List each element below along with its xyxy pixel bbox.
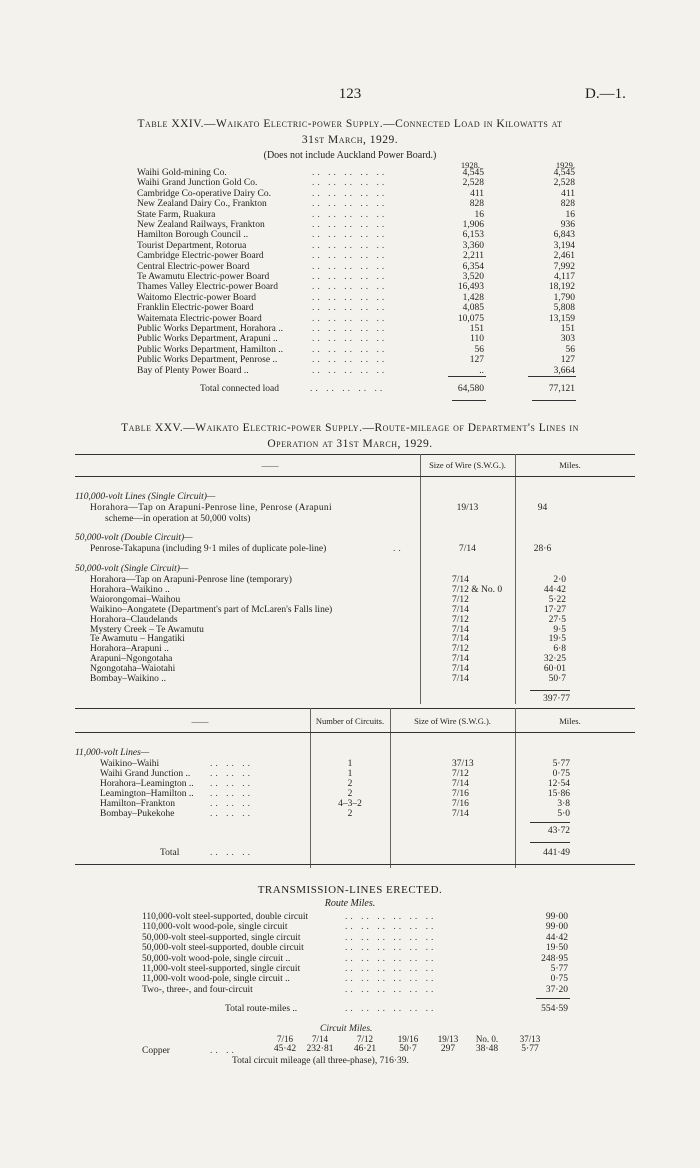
- subtotal-11kv: 43·72: [547, 826, 570, 836]
- circuit-miles-value: 46·21: [353, 1044, 377, 1054]
- line-11kv-circuits: 2: [347, 788, 353, 799]
- load-row-name: Cambridge Co-operative Dairy Co.: [137, 188, 272, 199]
- double-rule-1929: [532, 400, 576, 401]
- circuit-wire-size: 7/14: [311, 1034, 328, 1044]
- leader-dots: .. .. .. .. .. ..: [345, 943, 437, 954]
- line-11kv-wire: 7/12: [452, 768, 469, 779]
- line-route-wire: 7/14: [452, 604, 469, 615]
- line-route-name: Te Awamutu – Hangatiki: [90, 634, 185, 645]
- load-1928-value: ..: [479, 365, 484, 376]
- transmission-line-type: 50,000-volt steel-supported, single circuit: [142, 932, 301, 943]
- leader-dots: .. .. .. .. .. ..: [345, 922, 437, 933]
- circuit-miles-value: 5·77: [521, 1044, 539, 1054]
- transmission-line-type: 11,000-volt steel-supported, single circuit: [142, 964, 301, 974]
- line-11kv-miles: 5·0: [557, 808, 570, 819]
- load-1928-value: 1,428: [462, 292, 484, 303]
- section-50kv-single-heading: 50,000-volt (Single Circuit)—: [75, 564, 189, 574]
- total-rule-miles: [530, 842, 570, 843]
- line-11kv-name: Bombay–Pukekohe: [100, 808, 175, 819]
- line-route-name: Waiorongomai–Waihou: [90, 594, 181, 605]
- line-11kv-wire: 37/13: [452, 759, 474, 769]
- load-1928-value: 16: [474, 209, 484, 220]
- line-route-miles: 50·7: [548, 674, 566, 684]
- load-1928-value: 16,493: [457, 282, 484, 293]
- line-route-name: Horahora–Claudelands: [90, 614, 178, 625]
- leader-dots: .. .. .. .. ..: [312, 199, 388, 210]
- transmission-route-miles: 5·77: [550, 964, 568, 974]
- load-1929-value: 3,664: [553, 365, 575, 376]
- total-rule-1929: [528, 376, 576, 377]
- load-1928-value: 411: [470, 188, 484, 199]
- col-1928-header: 1928.: [460, 160, 480, 170]
- section-110kv-heading: 110,000-volt Lines (Single Circuit)—: [75, 492, 216, 502]
- circuit-wire-size: 19/16: [397, 1034, 419, 1044]
- page-number: 123: [338, 86, 362, 102]
- table-xxiv: [0, 160, 700, 400]
- line-11kv-wire: 7/14: [452, 778, 469, 789]
- table-xxv-title: [40, 420, 660, 452]
- load-1929-value: 4,545: [553, 168, 575, 178]
- line-route-miles: 60·01: [543, 664, 566, 675]
- line-route-miles: 19·5: [548, 634, 566, 645]
- leader-dots: .. .. .. .. ..: [312, 251, 388, 262]
- circuit-miles-title: Circuit Miles.: [320, 1024, 373, 1034]
- leader-dots: .. .. .. .. ..: [312, 334, 388, 345]
- line-route-miles: 6·8: [553, 644, 566, 655]
- double-rule-1928: [452, 400, 486, 401]
- load-1928-value: 56: [474, 344, 484, 355]
- load-1929-value: 127: [560, 355, 575, 366]
- load-row-name: State Farm, Ruakura: [137, 209, 216, 220]
- copper-label: Copper: [142, 1046, 170, 1056]
- line-11kv-name: Waikino–Waihi: [100, 759, 160, 769]
- line-route-miles: 2·0: [553, 575, 566, 585]
- header2-wire-size: Size of Wire (S.W.G.).: [414, 716, 491, 726]
- leader-dots: .. .. ..: [210, 768, 253, 779]
- circuit-miles-value: 50·7: [399, 1044, 417, 1054]
- leader-dots: .. ..: [210, 1046, 237, 1056]
- table-xxv-title-line1: Table XXV.—Waikato Electric-power Supply.—Route-mileage of Department's Lines in: [121, 422, 579, 434]
- load-1929-value: 2,528: [553, 178, 575, 189]
- transmission-route-miles: 19·50: [545, 943, 568, 954]
- leader-dots: .. .. ..: [210, 848, 253, 858]
- transmission-table: [0, 908, 700, 1158]
- load-row-name: Franklin Electric-power Board: [137, 303, 254, 314]
- route-total-rule: [536, 998, 570, 999]
- line-route-name: Horahora–Arapuni ..: [90, 644, 169, 655]
- leader-dots: .. .. ..: [210, 778, 253, 789]
- leader-dots: .. .. .. .. ..: [312, 168, 388, 178]
- leader-dots: .. .. .. .. ..: [312, 272, 388, 282]
- load-1929-value: 13,159: [548, 313, 575, 324]
- leader-dots: .. .. .. .. ..: [312, 313, 388, 324]
- line-11kv-circuits: 1: [347, 768, 353, 779]
- load-row-name: Waitomo Electric-power Board: [137, 292, 256, 303]
- transmission-route-miles: 99·00: [545, 922, 568, 933]
- total-label: Total connected load: [200, 384, 279, 394]
- line-11kv-miles: 15·86: [547, 788, 570, 799]
- load-row-name: New Zealand Dairy Co., Frankton: [137, 199, 267, 210]
- line-route-miles: 32·25: [543, 654, 566, 665]
- document-reference: D.—1.: [585, 86, 626, 102]
- circuit-wire-size: No. 0.: [475, 1034, 499, 1044]
- line-route-wire: 7/14: [452, 624, 469, 635]
- leader-dots: .. .. .. .. ..: [312, 220, 388, 230]
- total-rule-1928: [448, 376, 486, 377]
- load-1929-value: 5,808: [553, 303, 575, 314]
- table-xxiv-note: (Does not include Auckland Power Board.): [263, 150, 437, 161]
- line-route-wire: 7/14: [452, 654, 469, 665]
- header-miles: Miles.: [559, 460, 581, 470]
- route-total-value: 554·59: [541, 1004, 568, 1014]
- section-110kv-wire: 19/13: [456, 503, 479, 513]
- line-route-wire: 7/12: [452, 614, 469, 625]
- line-11kv-circuits: 1: [347, 759, 353, 769]
- line-route-miles: 17·27: [543, 604, 566, 615]
- circuit-wire-size: 7/16: [276, 1034, 293, 1044]
- total-circuit-mileage: Total circuit mileage (all three-phase), 716·39.: [232, 1056, 409, 1066]
- load-row-name: Waitemata Electric-power Board: [137, 313, 262, 324]
- transmission-line-type: Two-, three-, and four-circuit: [142, 984, 253, 995]
- line-11kv-name: Horahora–Leamington ..: [100, 778, 194, 789]
- section-110kv-miles: 94: [537, 503, 548, 513]
- load-1929-value: 56: [565, 344, 575, 355]
- section-110kv-line1: Horahora—Tap on Arapuni-Penrose line, Penrose (Arapuni: [90, 503, 332, 513]
- load-1928-value: 4,085: [462, 303, 484, 314]
- line-11kv-name: Waihi Grand Junction ..: [100, 768, 191, 779]
- route-total-label: Total route-miles ..: [225, 1004, 298, 1014]
- transmission-line-type: 110,000-volt wood-pole, single circuit: [142, 922, 288, 933]
- line-route-name: Arapuni–Ngongotaha: [90, 654, 173, 665]
- line-11kv-miles: 12·54: [547, 778, 570, 789]
- circuit-miles-value: 297: [440, 1044, 456, 1054]
- transmission-route-miles: 44·42: [545, 932, 568, 943]
- leader-dots: .. .. .. .. .. ..: [345, 932, 437, 943]
- divider-miles-1: [515, 454, 516, 704]
- transmission-line-type: 11,000-volt wood-pole, single circuit ..: [142, 974, 290, 985]
- load-1929-value: 411: [561, 188, 575, 199]
- load-1929-value: 2,461: [553, 251, 575, 262]
- subtotal-rule-50kv: [530, 690, 570, 691]
- line-11kv-circuits: 2: [347, 808, 353, 819]
- load-1929-value: 151: [560, 324, 575, 334]
- line-route-name: Waikino–Aongatete (Department's part of McLaren's Falls line): [90, 604, 333, 615]
- load-row-name: Central Electric-power Board: [137, 261, 250, 272]
- line-route-name: Horahora—Tap on Arapuni-Penrose line (temporary): [90, 575, 292, 585]
- leader-dots: .. .. .. .. ..: [312, 230, 388, 241]
- load-1929-value: 303: [560, 334, 575, 345]
- line-route-name: Bombay–Waikino ..: [90, 674, 167, 684]
- subtotal-rule-11kv: [530, 822, 570, 823]
- load-row-name: Public Works Department, Horahora ..: [137, 324, 284, 334]
- table-bottom-rule: [75, 864, 635, 865]
- load-row-name: New Zealand Railways, Frankton: [137, 220, 265, 230]
- line-11kv-miles: 3·8: [557, 798, 570, 809]
- route-miles-subtitle: Route Miles.: [324, 898, 376, 909]
- transmission-line-type: 50,000-volt wood-pole, single circuit ..: [142, 953, 291, 964]
- line-11kv-wire: 7/14: [452, 808, 469, 819]
- transmission-line-type: 110,000-volt steel-supported, double circuit: [142, 912, 309, 922]
- line-route-wire: 7/12: [452, 594, 469, 605]
- load-1928-value: 4,545: [462, 168, 484, 178]
- leader-dots: .. .. .. .. ..: [312, 303, 388, 314]
- divider-wire-1: [420, 454, 421, 704]
- table-xxv-title-line2: Operation at 31st March, 1929.: [267, 438, 433, 450]
- leader-dots: .. .. .. .. ..: [312, 261, 388, 272]
- leader-dots: .. .. ..: [210, 759, 253, 769]
- leader-dots: .. .. .. .. .. ..: [345, 912, 437, 922]
- load-1928-value: 6,153: [462, 230, 484, 241]
- circuit-miles-value: 232·81: [306, 1044, 334, 1054]
- line-route-name: Ngongotaha–Waiotahi: [90, 664, 176, 675]
- load-1929-value: 936: [560, 220, 575, 230]
- leader-dots: .. .. .. .. .. ..: [345, 953, 437, 964]
- line-route-wire: 7/12 & No. 0: [452, 584, 503, 595]
- load-row-name: Public Works Department, Penrose ..: [137, 355, 278, 366]
- load-row-name: Bay of Plenty Power Board ..: [137, 365, 249, 376]
- leader-dots: .. .. .. .. ..: [312, 365, 388, 376]
- transmission-route-miles: 37·20: [545, 984, 568, 995]
- table-xxiv-title: [70, 116, 630, 148]
- table-xxv: [0, 450, 700, 870]
- load-1928-value: 828: [469, 199, 484, 210]
- load-1928-value: 3,520: [462, 272, 484, 282]
- load-1928-value: 2,528: [462, 178, 484, 189]
- leader-dots: .. .. .. .. ..: [312, 344, 388, 355]
- load-1929-value: 16: [565, 209, 575, 220]
- load-row-name: Tourist Department, Rotorua: [137, 240, 247, 251]
- line-11kv-wire: 7/16: [452, 788, 469, 799]
- line-route-name: Horahora–Waikino ..: [90, 584, 170, 595]
- leader-dots: .. .. .. .. ..: [310, 384, 386, 394]
- leader-dots: .. .. .. .. ..: [312, 209, 388, 220]
- col-1929-header: 1929.: [555, 160, 575, 170]
- load-1929-value: 1,790: [553, 292, 575, 303]
- line-route-miles: 27·5: [548, 614, 566, 625]
- line-route-name: Mystery Creek – Te Awamutu: [90, 624, 204, 635]
- leader-dots: .. .. .. .. ..: [312, 240, 388, 251]
- grand-total-value: 441·49: [543, 848, 570, 858]
- load-1929-value: 7,992: [553, 261, 575, 272]
- leader-dots: .. .. .. .. ..: [312, 188, 388, 199]
- transmission-route-miles: 248·95: [541, 953, 568, 964]
- load-1928-value: 151: [469, 324, 484, 334]
- load-1929-value: 828: [560, 199, 575, 210]
- leader-dots: .. .. .. .. .. ..: [345, 1004, 437, 1014]
- table-xxiv-title-line1: Table XXIV.—Waikato Electric-power Supply.—Connected Load in Kilowatts at: [137, 118, 563, 130]
- subtotal-50kv: 397·77: [543, 694, 570, 704]
- leader-dots: .. .. ..: [210, 788, 253, 799]
- transmission-route-miles: 99·00: [545, 912, 568, 922]
- load-row-name: Public Works Department, Arapuni ..: [137, 334, 278, 345]
- load-row-name: Te Awamutu Electric-power Board: [137, 272, 270, 282]
- leader-dots: .. .. .. .. ..: [312, 178, 388, 189]
- leader-dots: .. .. .. .. ..: [312, 282, 388, 293]
- circuit-wire-size: 19/13: [437, 1034, 459, 1044]
- circuit-miles-value: 38·48: [475, 1044, 499, 1054]
- circuit-miles-value: 45·42: [273, 1044, 297, 1054]
- line-route-wire: 7/14: [452, 575, 469, 585]
- second-header-rule-top: [75, 708, 635, 709]
- line-11kv-miles: 5·77: [552, 759, 570, 769]
- second-header-rule-bottom: [75, 732, 635, 733]
- load-1929-value: 6,843: [553, 230, 575, 241]
- load-1928-value: 6,354: [462, 261, 484, 272]
- load-row-name: Waihi Grand Junction Gold Co.: [137, 178, 258, 189]
- line-11kv-circuits: 4–3–2: [338, 798, 362, 809]
- load-1928-value: 2,211: [462, 251, 484, 262]
- leader-dots: .. .. .. .. .. ..: [345, 964, 437, 974]
- header-dash: ——: [261, 460, 279, 470]
- line-route-wire: 7/14: [452, 664, 469, 675]
- line-route-wire: 7/14: [452, 674, 469, 684]
- line-route-miles: 5·22: [548, 594, 566, 605]
- load-1929-value: 3,194: [553, 240, 575, 251]
- table-top-rule: [75, 454, 635, 455]
- load-row-name: Public Works Department, Hamilton ..: [137, 344, 284, 355]
- load-row-name: Thames Valley Electric-power Board: [137, 282, 278, 293]
- line-11kv-miles: 0·75: [552, 768, 570, 779]
- load-1928-value: 10,075: [457, 313, 484, 324]
- load-1929-value: 4,117: [553, 272, 575, 282]
- total-1928: 64,580: [457, 384, 484, 394]
- transmission-title: TRANSMISSION-LINES ERECTED.: [257, 884, 443, 896]
- transmission-route-miles: 0·75: [550, 974, 568, 985]
- leader-dots: ..: [393, 544, 404, 554]
- load-1928-value: 1,906: [462, 220, 484, 230]
- line-11kv-circuits: 2: [347, 778, 353, 789]
- line-route-wire: 7/14: [452, 634, 469, 645]
- transmission-line-type: 50,000-volt steel-supported, double circuit: [142, 943, 304, 954]
- leader-dots: .. .. ..: [210, 798, 253, 809]
- section-11kv-heading: 11,000-volt Lines—: [75, 748, 150, 758]
- header2-dash: ——: [191, 716, 209, 726]
- load-1928-value: 3,360: [462, 240, 484, 251]
- header-rule: [75, 476, 635, 477]
- line-route-wire: 7/12: [452, 644, 469, 655]
- circuit-wire-size: 7/12: [356, 1034, 373, 1044]
- header2-circuits: Number of Circuits.: [315, 716, 385, 726]
- leader-dots: .. .. .. .. ..: [312, 324, 388, 334]
- load-1928-value: 127: [469, 355, 484, 366]
- table-xxiv-title-line2: 31st March, 1929.: [301, 134, 399, 146]
- load-row-name: Hamilton Borough Council ..: [137, 230, 249, 241]
- section-50kv-double-line: Penrose-Takapuna (including 9·1 miles of duplicate pole-line): [90, 544, 327, 554]
- leader-dots: .. .. ..: [210, 808, 253, 819]
- line-route-miles: 9·5: [553, 624, 566, 635]
- grand-total-label: Total: [160, 848, 180, 858]
- load-1929-value: 18,192: [548, 282, 575, 293]
- leader-dots: .. .. .. .. ..: [312, 355, 388, 366]
- circuit-wire-size: 37/13: [519, 1034, 541, 1044]
- line-11kv-wire: 7/16: [452, 798, 469, 809]
- total-1929: 77,121: [548, 384, 575, 394]
- load-row-name: Waihi Gold-mining Co.: [137, 168, 227, 178]
- load-1928-value: 110: [470, 334, 484, 345]
- leader-dots: .. .. .. .. .. ..: [345, 974, 437, 985]
- line-11kv-name: Hamilton–Frankton: [100, 798, 175, 809]
- load-row-name: Cambridge Electric-power Board: [137, 251, 264, 262]
- section-50kv-double-wire: 7/14: [459, 544, 476, 554]
- line-11kv-name: Leamington–Hamilton ..: [100, 788, 194, 799]
- section-50kv-double-miles: 28·6: [533, 544, 552, 554]
- leader-dots: .. .. .. .. ..: [312, 292, 388, 303]
- header2-miles: Miles.: [559, 716, 581, 726]
- header-wire-size: Size of Wire (S.W.G.).: [429, 460, 506, 470]
- section-50kv-double-heading: 50,000-volt (Double Circuit)—: [75, 533, 193, 543]
- section-110kv-line2: scheme—in operation at 50,000 volts): [105, 514, 251, 524]
- leader-dots: .. .. .. .. .. ..: [345, 984, 437, 995]
- line-route-miles: 44·42: [543, 584, 566, 595]
